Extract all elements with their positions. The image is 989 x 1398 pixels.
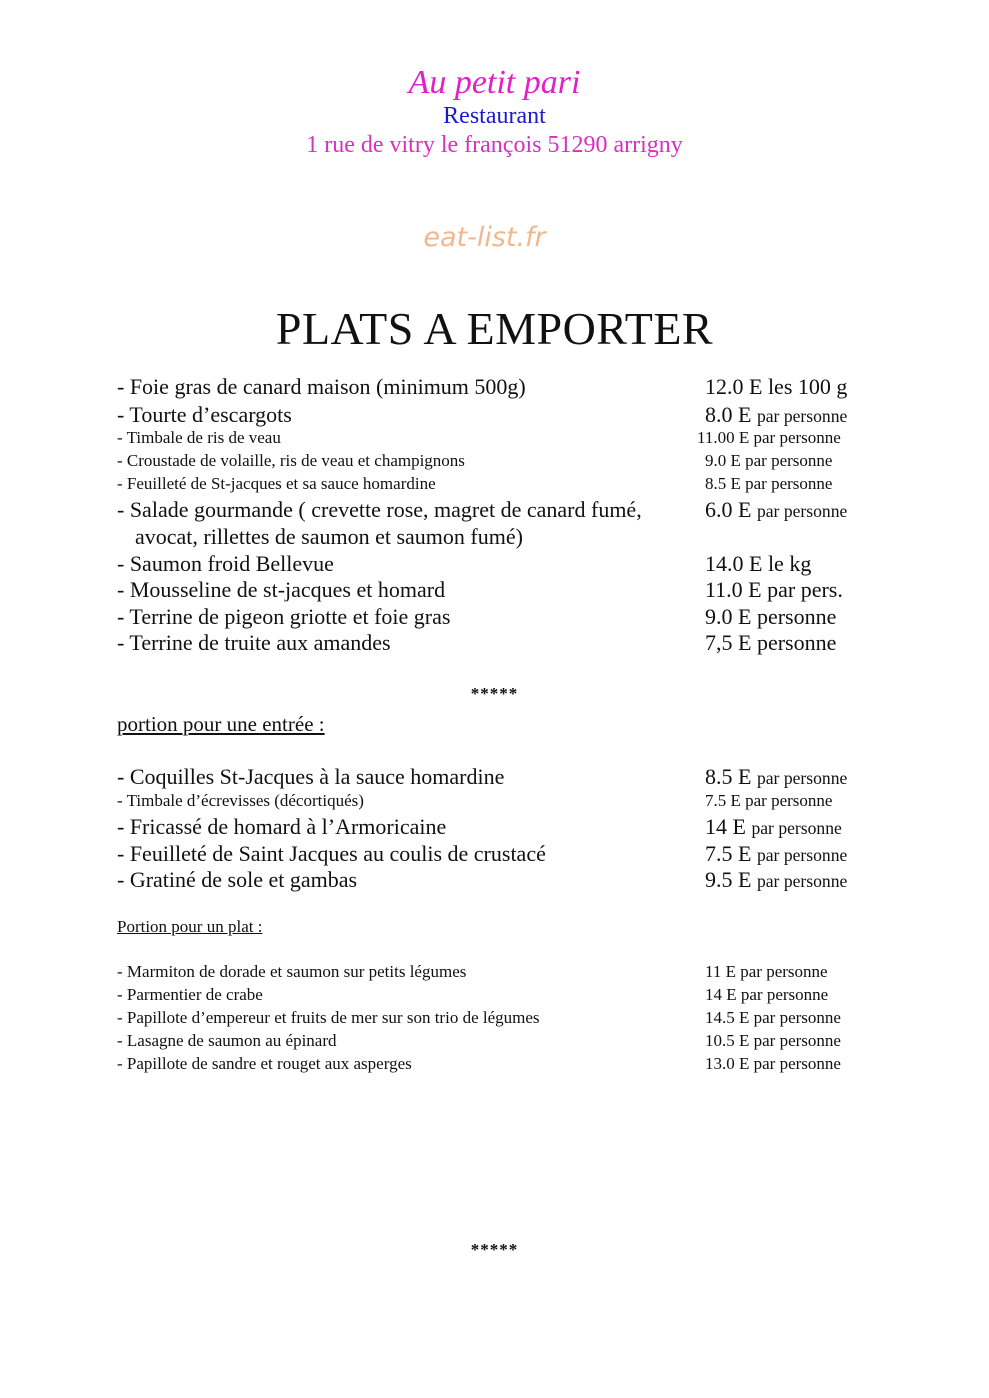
item-name: - Feuilleté de St-jacques et sa sauce homardine bbox=[117, 474, 436, 493]
item-name: - Tourte d’escargots bbox=[117, 402, 292, 427]
item-price: 11 E par personne bbox=[705, 962, 828, 981]
item-price: 9.0 E personne bbox=[705, 604, 837, 629]
item-price: 8.0 E par personne bbox=[705, 402, 848, 427]
item-name: - Salade gourmande ( crevette rose, magret de canard fumé, bbox=[117, 497, 642, 522]
separator: ***** bbox=[470, 684, 519, 703]
section-heading-plat: Portion pour un plat : bbox=[117, 917, 263, 936]
item-price: 8.5 E par personne bbox=[705, 764, 848, 789]
item-price: 11.00 E par personne bbox=[697, 428, 841, 447]
item-price: 11.0 E par pers. bbox=[705, 577, 843, 602]
item-name: - Papillote d’empereur et fruits de mer sur son trio de légumes bbox=[117, 1008, 540, 1027]
item-price: 12.0 E les 100 g bbox=[705, 374, 848, 399]
item-name: - Feuilleté de Saint Jacques au coulis de crustacé bbox=[117, 841, 546, 866]
item-name: - Timbale de ris de veau bbox=[117, 428, 281, 447]
item-price: 7.5 E par personne bbox=[705, 841, 848, 866]
restaurant-type: Restaurant bbox=[443, 103, 546, 129]
item-name: - Parmentier de crabe bbox=[117, 985, 263, 1004]
item-price: 6.0 E par personne bbox=[705, 497, 848, 522]
item-price: 7.5 E par personne bbox=[705, 791, 833, 810]
item-name: - Coquilles St-Jacques à la sauce homardine bbox=[117, 764, 505, 789]
item-name: - Marmiton de dorade et saumon sur petits légumes bbox=[117, 962, 467, 981]
item-price: 14.5 E par personne bbox=[705, 1008, 841, 1027]
item-name: - Lasagne de saumon au épinard bbox=[117, 1031, 337, 1050]
separator: ***** bbox=[470, 1240, 519, 1259]
item-price: 9.0 E par personne bbox=[705, 451, 833, 470]
item-price: 14 E par personne bbox=[705, 814, 842, 839]
item-name: - Timbale d’écrevisses (décortiqués) bbox=[117, 791, 364, 810]
item-price: 7,5 E personne bbox=[705, 630, 837, 655]
item-name: - Papillote de sandre et rouget aux asperges bbox=[117, 1054, 412, 1073]
item-price: 9.5 E par personne bbox=[705, 867, 848, 892]
item-name: - Fricassé de homard à l’Armoricaine bbox=[117, 814, 447, 839]
restaurant-name: Au petit pari bbox=[408, 64, 581, 101]
item-price: 8.5 E par personne bbox=[705, 474, 833, 493]
section-heading-entree: portion pour une entrée : bbox=[117, 712, 325, 736]
item-name: - Terrine de pigeon griotte et foie gras bbox=[117, 604, 451, 629]
watermark: eat-list.fr bbox=[423, 222, 546, 253]
item-name: - Foie gras de canard maison (minimum 500g) bbox=[117, 374, 526, 399]
item-price: 14 E par personne bbox=[705, 985, 829, 1004]
item-price: 13.0 E par personne bbox=[705, 1054, 841, 1073]
item-name: - Mousseline de st-jacques et homard bbox=[117, 577, 446, 602]
restaurant-address: 1 rue de vitry le françois 51290 arrigny bbox=[306, 132, 683, 158]
item-name: - Gratiné de sole et gambas bbox=[117, 867, 358, 892]
page-title: PLATS A EMPORTER bbox=[275, 303, 714, 354]
item-name: - Saumon froid Bellevue bbox=[117, 551, 334, 576]
item-price: 10.5 E par personne bbox=[705, 1031, 841, 1050]
item-name: - Terrine de truite aux amandes bbox=[117, 630, 391, 655]
item-name: - Croustade de volaille, ris de veau et champignons bbox=[117, 451, 465, 470]
item-name-continued: avocat, rillettes de saumon et saumon fumé) bbox=[135, 524, 523, 549]
item-price: 14.0 E le kg bbox=[705, 551, 812, 576]
